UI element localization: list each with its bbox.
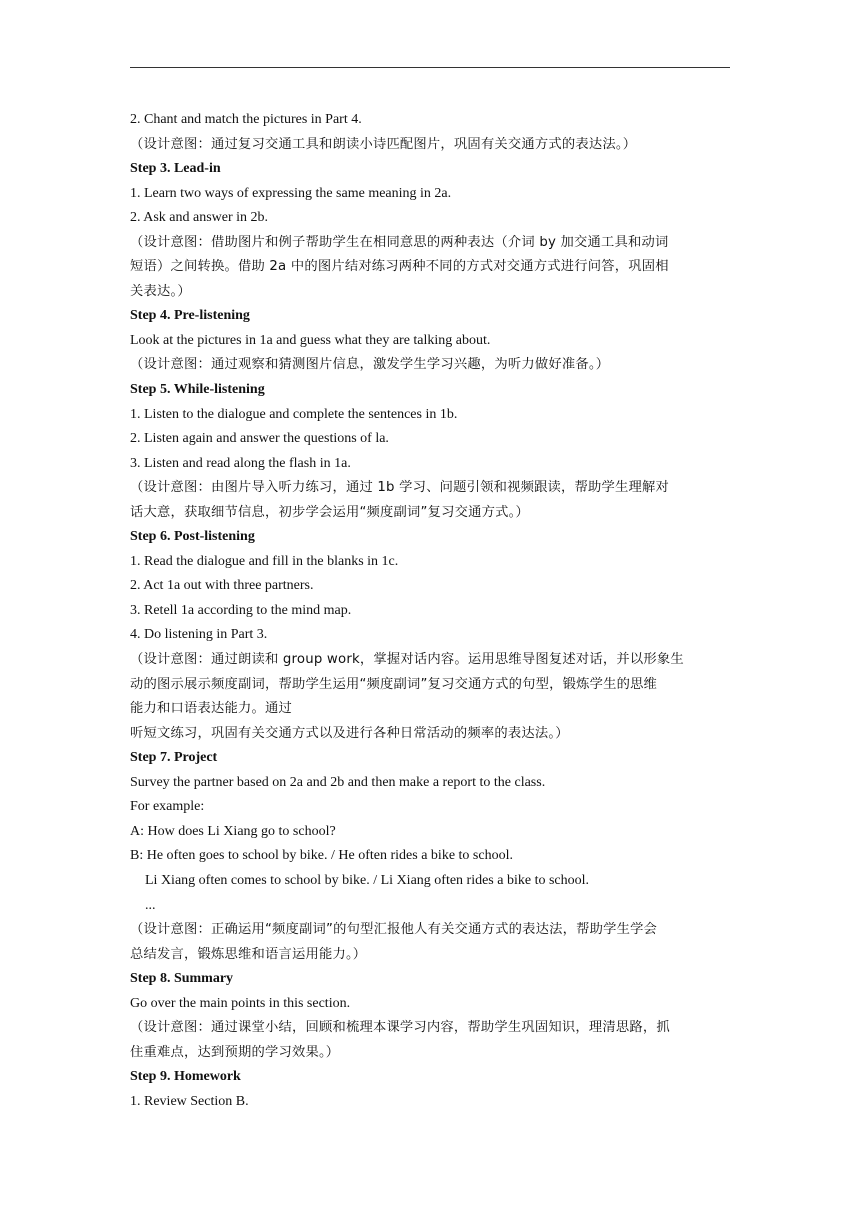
- body-text-line: 1. Learn two ways of expressing the same meaning in 2a.: [130, 185, 452, 201]
- step-heading: Step 8. Summary: [130, 971, 234, 987]
- design-intent-note: 总结发言，锻炼思维和语言运用能力。）: [130, 946, 367, 962]
- design-intent-note: 住重难点，达到预期的学习效果。）: [130, 1044, 340, 1060]
- body-text-line: For example:: [130, 799, 205, 815]
- step-heading: Step 7. Project: [130, 750, 218, 766]
- design-intent-note: （设计意图：由图片导入听力练习，通过 1b 学习、问题引领和视频跟读，帮助学生理解对: [130, 480, 670, 496]
- body-text-line: 2. Chant and match the pictures in Part 4.: [130, 112, 362, 127]
- design-intent-note: （设计意图：通过朗读和 group work，掌握对话内容。运用思维导图复述对话，并以形象生: [130, 652, 684, 668]
- body-text-line: 2. Act 1a out with three partners.: [130, 578, 314, 594]
- body-text-line: Survey the partner based on 2a and 2b and then make a report to the class.: [130, 774, 546, 790]
- design-intent-note: 短语）之间转换。借助 2a 中的图片结对练习两种不同的方式对交通方式进行问答，巩固相: [130, 259, 669, 275]
- body-text-line: 1. Listen to the dialogue and complete the sentences in 1b.: [130, 406, 458, 422]
- step-heading: Step 4. Pre-listening: [130, 308, 250, 324]
- design-intent-note: （设计意图：通过复习交通工具和朗读小诗匹配图片，巩固有关交通方式的表达法。）: [130, 136, 637, 152]
- body-text-line: 3. Listen and read along the flash in 1a.: [130, 455, 351, 471]
- design-intent-note: 听短文练习，巩固有关交通方式以及进行各种日常活动的频率的表达法。）: [130, 725, 569, 741]
- design-intent-note: （设计意图：正确运用“频度副词”的句型汇报他人有关交通方式的表达法，帮助学生学会: [130, 922, 658, 938]
- step-heading: Step 9. Homework: [130, 1069, 241, 1085]
- body-text-line: Look at the pictures in 1a and guess what they are talking about.: [130, 332, 491, 348]
- header-rule: [130, 67, 730, 68]
- design-intent-note: （设计意图：通过观察和猜测图片信息，激发学生学习兴趣，为听力做好准备。）: [130, 357, 610, 373]
- body-text-line: 1. Review Section B.: [130, 1093, 249, 1109]
- body-text-line: 4. Do listening in Part 3.: [130, 627, 268, 643]
- body-text-line: B: He often goes to school by bike. / He often rides a bike to school.: [130, 848, 513, 864]
- example-line: Li Xiang often comes to school by bike. / Li Xiang often rides a bike to school.: [145, 872, 590, 888]
- body-text-line: A: How does Li Xiang go to school?: [130, 823, 336, 839]
- design-intent-note: 动的图示展示频度副词，帮助学生运用“频度副词”复习交通方式的句型，锻炼学生的思维: [130, 676, 658, 692]
- design-intent-note: 关表达。）: [130, 283, 191, 299]
- design-intent-note: 话大意，获取细节信息，初步学会运用“频度副词”复习交通方式。）: [130, 504, 529, 520]
- body-text-line: 3. Retell 1a according to the mind map.: [130, 602, 352, 618]
- design-intent-note: （设计意图：借助图片和例子帮助学生在相同意思的两种表达（介词 by 加交通工具和动词: [130, 234, 669, 250]
- design-intent-note: 能力和口语表达能力。通过: [130, 701, 292, 717]
- body-text-line: 2. Ask and answer in 2b.: [130, 210, 269, 226]
- step-heading: Step 5. While-listening: [130, 382, 265, 398]
- step-heading: Step 6. Post-listening: [130, 529, 255, 545]
- body-text-line: 2. Listen again and answer the questions of la.: [130, 431, 389, 447]
- body-text-line: 1. Read the dialogue and fill in the blanks in 1c.: [130, 553, 399, 569]
- body-text-line: Go over the main points in this section.: [130, 995, 351, 1011]
- document-body: [130, 108, 730, 1114]
- step-heading: Step 3. Lead-in: [130, 161, 221, 177]
- design-intent-note: （设计意图：通过课堂小结，回顾和梳理本课学习内容，帮助学生巩固知识，理清思路，抓: [130, 1020, 670, 1036]
- example-line: ...: [145, 897, 156, 913]
